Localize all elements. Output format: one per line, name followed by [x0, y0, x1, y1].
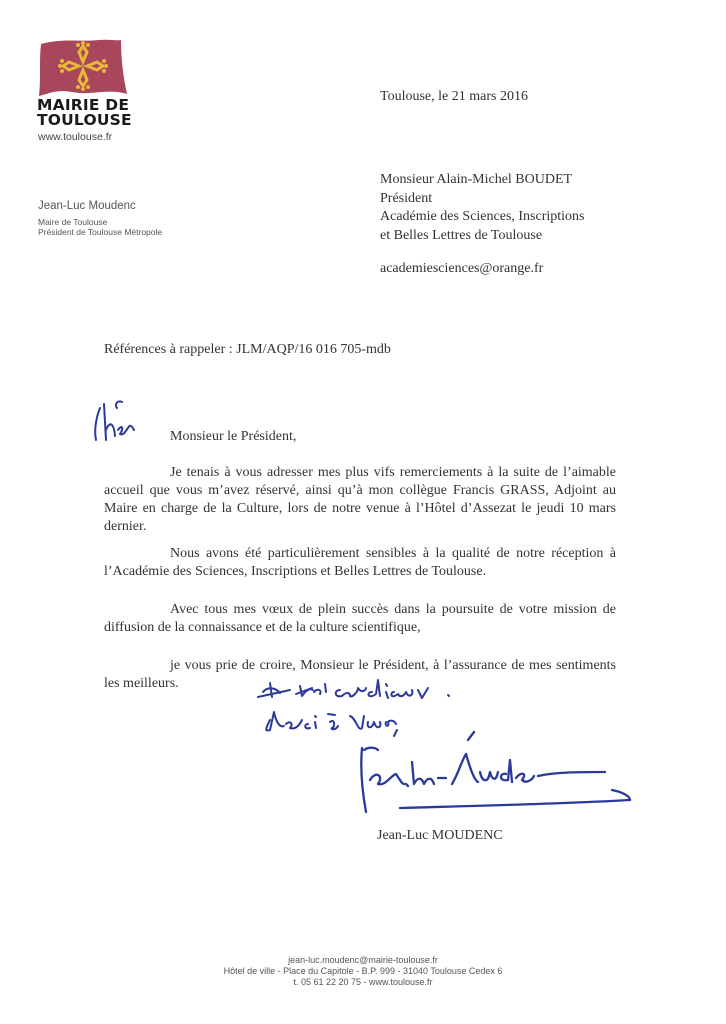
footer-address: Hôtel de ville - Place du Capitole - B.P. 999 - 31040 Toulouse Cedex 6	[223, 966, 503, 976]
salutation: Monsieur le Président,	[170, 429, 297, 444]
footer	[0, 955, 726, 988]
reference-line: Références à rappeler : JLM/AQP/16 016 705-mdb	[104, 342, 391, 357]
logo-title-line2: TOULOUSE	[37, 111, 132, 129]
recipient-org-line2: et Belles Lettres de Toulouse	[380, 227, 543, 243]
recipient-org-line1: Académie des Sciences, Inscriptions	[380, 209, 585, 224]
occitan-cross-flag-logo	[37, 38, 129, 98]
signatory-name: Jean-Luc MOUDENC	[377, 828, 503, 843]
body-paragraph-3: Avec tous mes vœux de plein succès dans la poursuite de votre mission de diffusion de la connaissance et de la culture scientifique,	[104, 602, 616, 635]
footer-phone-website: t. 05 61 22 20 75 - www.toulouse.fr	[293, 977, 433, 987]
sender-role-mayor: Maire de Toulouse	[38, 217, 108, 227]
handwritten-cher	[95, 401, 134, 440]
date-line: Toulouse, le 21 mars 2016	[380, 89, 528, 104]
body-paragraph-4: je vous prie de croire, Monsieur le Président, à l’assurance de mes sentiments les meilleurs.	[104, 658, 616, 691]
recipient-title: Président	[380, 190, 433, 206]
body-paragraph-2: Nous avons été particulièrement sensibles à la qualité de notre réception à l’Académie des Sciences, Inscriptions et Belles Lettres de Toulouse.	[104, 546, 616, 579]
footer-email: jean-luc.moudenc@mairie-toulouse.fr	[288, 955, 438, 965]
recipient-email: academiesciences@orange.fr	[380, 261, 544, 276]
logo-title	[37, 98, 132, 128]
logo-title-line1: MAIRIE DE	[37, 96, 130, 114]
sender-role-metropole: Président de Toulouse Métropole	[38, 227, 163, 237]
sender-name: Jean-Luc Moudenc	[38, 200, 136, 212]
body-paragraph-1: Je tenais à vous adresser mes plus vifs remerciements à la suite de l’aimable accueil que vous m’avez réservé, ainsi qu’à mon collègue Francis GRASS, Adjoint au Maire en charge de la Culture, lors de notre venue à l’Hôtel d’Assezat le jeudi 10 mars dernier.	[104, 465, 616, 534]
handwritten-signature	[361, 732, 630, 812]
recipient-name: Monsieur Alain-Michel BOUDET	[380, 172, 573, 187]
handwritten-closing-line2	[266, 712, 397, 736]
recipient-block	[380, 171, 585, 245]
logo-url: www.toulouse.fr	[38, 131, 113, 143]
